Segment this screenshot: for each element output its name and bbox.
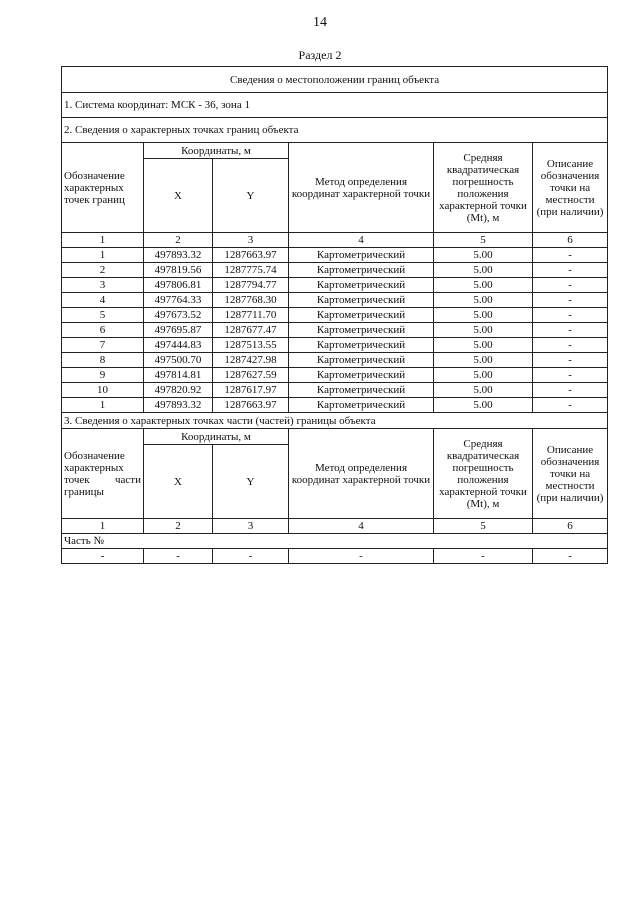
empty-cell: - <box>434 549 533 564</box>
column-number: 3 <box>213 519 289 534</box>
point-x: 497806.81 <box>144 278 213 293</box>
page-number: 14 <box>313 15 327 30</box>
point-number: 1 <box>62 398 144 413</box>
header-y: Y <box>213 159 289 233</box>
table-row <box>62 368 608 383</box>
point-y: 1287617.97 <box>213 383 289 398</box>
point-y: 1287711.70 <box>213 308 289 323</box>
header-coordinates: Координаты, м <box>144 143 289 159</box>
point-description: - <box>533 368 608 383</box>
table-row <box>62 308 608 323</box>
empty-cell: - <box>213 549 289 564</box>
point-number: 6 <box>62 323 144 338</box>
table-row <box>62 293 608 308</box>
point-description: - <box>533 248 608 263</box>
point-number: 10 <box>62 383 144 398</box>
header-error: Средняя квадратическая погрешность положения характерной точки (Mt), м <box>434 143 533 233</box>
point-number: 3 <box>62 278 144 293</box>
header-description: Описание обозначения точки на местности (при наличии) <box>533 143 608 233</box>
point-description: - <box>533 263 608 278</box>
table-row <box>62 353 608 368</box>
points-heading: 2. Сведения о характерных точках границ объекта <box>62 118 608 143</box>
point-y: 1287627.59 <box>213 368 289 383</box>
column-number: 1 <box>62 233 144 248</box>
empty-cell: - <box>62 549 144 564</box>
point-method: Картометрический <box>289 383 434 398</box>
point-method: Картометрический <box>289 248 434 263</box>
point-error: 5.00 <box>434 248 533 263</box>
column-numbers-row <box>62 233 608 248</box>
point-y: 1287768.30 <box>213 293 289 308</box>
column-number: 1 <box>62 519 144 534</box>
parts-header-y: Y <box>213 445 289 519</box>
part-empty-row <box>62 549 608 564</box>
point-error: 5.00 <box>434 293 533 308</box>
point-error: 5.00 <box>434 308 533 323</box>
parts-header-coordinates: Координаты, м <box>144 429 289 445</box>
column-number: 4 <box>289 233 434 248</box>
column-number: 6 <box>533 233 608 248</box>
point-method: Картометрический <box>289 353 434 368</box>
point-y: 1287663.97 <box>213 398 289 413</box>
column-number: 5 <box>434 519 533 534</box>
point-method: Картометрический <box>289 263 434 278</box>
point-number: 1 <box>62 248 144 263</box>
point-x: 497814.81 <box>144 368 213 383</box>
point-method: Картометрический <box>289 368 434 383</box>
point-y: 1287513.55 <box>213 338 289 353</box>
point-number: 8 <box>62 353 144 368</box>
table-row <box>62 398 608 413</box>
table-row <box>62 278 608 293</box>
point-error: 5.00 <box>434 368 533 383</box>
point-description: - <box>533 293 608 308</box>
parts-header-description: Описание обозначения точки на местности (при наличии) <box>533 429 608 519</box>
point-method: Картометрический <box>289 323 434 338</box>
point-y: 1287775.74 <box>213 263 289 278</box>
column-number: 6 <box>533 519 608 534</box>
column-number: 2 <box>144 519 213 534</box>
header-method: Метод определения координат характерной точки <box>289 143 434 233</box>
table-title: Сведения о местоположении границ объекта <box>62 67 608 93</box>
point-description: - <box>533 353 608 368</box>
column-number: 3 <box>213 233 289 248</box>
parts-header-designation: Обозначение характерных точек части границы <box>62 429 144 519</box>
point-error: 5.00 <box>434 263 533 278</box>
parts-heading: 3. Сведения о характерных точках части (частей) границы объекта <box>62 413 608 429</box>
point-x: 497764.33 <box>144 293 213 308</box>
table-row <box>62 338 608 353</box>
parts-column-numbers-row <box>62 519 608 534</box>
point-description: - <box>533 308 608 323</box>
column-number: 5 <box>434 233 533 248</box>
point-method: Картометрический <box>289 278 434 293</box>
point-y: 1287794.77 <box>213 278 289 293</box>
parts-header-method: Метод определения координат характерной точки <box>289 429 434 519</box>
point-error: 5.00 <box>434 398 533 413</box>
point-number: 2 <box>62 263 144 278</box>
point-error: 5.00 <box>434 353 533 368</box>
coordinate-system: 1. Система координат: МСК - 36, зона 1 <box>62 93 608 118</box>
table-row <box>62 263 608 278</box>
point-description: - <box>533 338 608 353</box>
table-row <box>62 323 608 338</box>
empty-cell: - <box>533 549 608 564</box>
point-y: 1287663.97 <box>213 248 289 263</box>
point-method: Картометрический <box>289 338 434 353</box>
point-error: 5.00 <box>434 338 533 353</box>
boundary-table <box>61 66 608 564</box>
point-x: 497893.32 <box>144 248 213 263</box>
point-method: Картометрический <box>289 398 434 413</box>
table-row <box>62 383 608 398</box>
empty-cell: - <box>289 549 434 564</box>
point-number: 9 <box>62 368 144 383</box>
parts-header-x: X <box>144 445 213 519</box>
point-x: 497444.83 <box>144 338 213 353</box>
point-y: 1287427.98 <box>213 353 289 368</box>
point-x: 497500.70 <box>144 353 213 368</box>
point-x: 497819.56 <box>144 263 213 278</box>
point-error: 5.00 <box>434 278 533 293</box>
point-error: 5.00 <box>434 383 533 398</box>
point-x: 497673.52 <box>144 308 213 323</box>
point-description: - <box>533 278 608 293</box>
point-description: - <box>533 323 608 338</box>
point-method: Картометрический <box>289 293 434 308</box>
point-error: 5.00 <box>434 323 533 338</box>
point-y: 1287677.47 <box>213 323 289 338</box>
point-method: Картометрический <box>289 308 434 323</box>
table-row <box>62 248 608 263</box>
point-x: 497893.32 <box>144 398 213 413</box>
part-label: Часть № <box>62 534 608 549</box>
empty-cell: - <box>144 549 213 564</box>
column-number: 2 <box>144 233 213 248</box>
point-description: - <box>533 383 608 398</box>
point-description: - <box>533 398 608 413</box>
header-x: X <box>144 159 213 233</box>
point-x: 497695.87 <box>144 323 213 338</box>
point-number: 5 <box>62 308 144 323</box>
point-number: 7 <box>62 338 144 353</box>
section-title: Раздел 2 <box>298 48 342 62</box>
point-x: 497820.92 <box>144 383 213 398</box>
column-number: 4 <box>289 519 434 534</box>
parts-header-error: Средняя квадратическая погрешность положения характерной точки (Mt), м <box>434 429 533 519</box>
point-number: 4 <box>62 293 144 308</box>
header-designation: Обозначение характерных точек границ <box>62 143 144 233</box>
